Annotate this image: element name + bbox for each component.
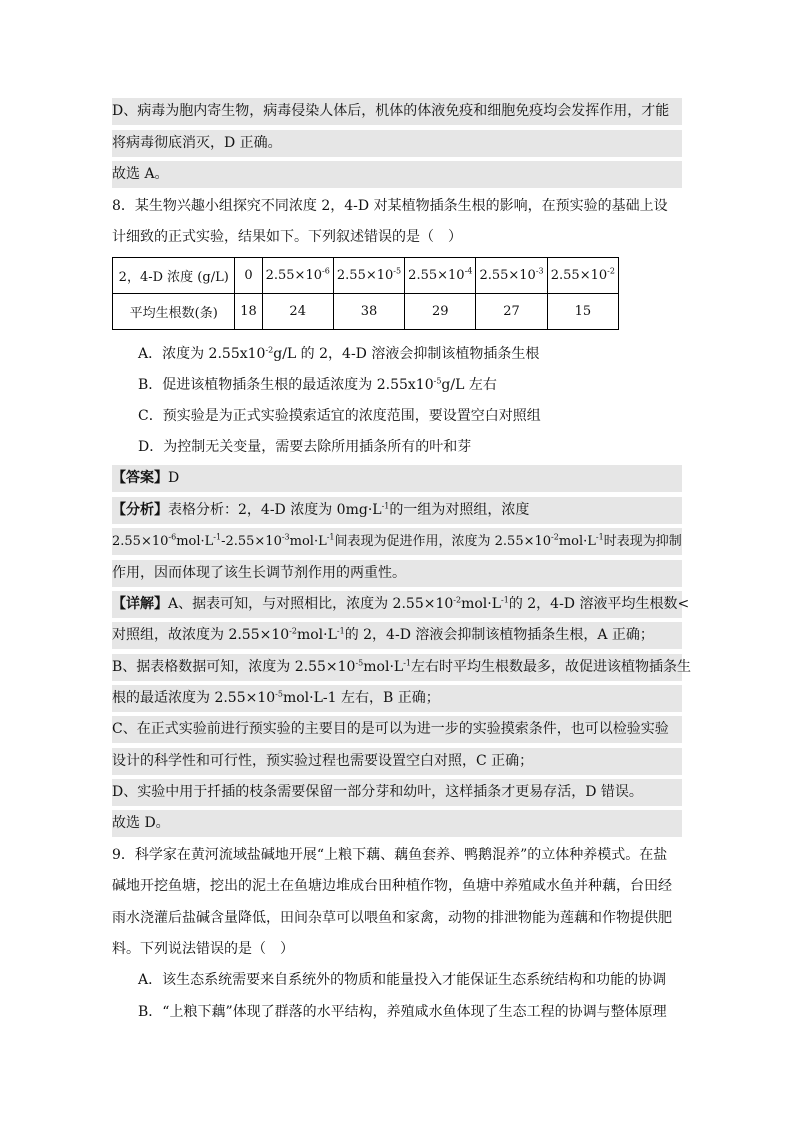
q8-choice: 故选 D。	[112, 810, 682, 837]
table-cell: 29	[405, 294, 476, 330]
table-cell: $2.55\times 10^{-5}$	[333, 258, 404, 294]
q8-detail-line-6: 设计的科学性和可行性，预实验过程也需要设置空白对照，C 正确；	[112, 748, 682, 775]
q8-detail-line-4: 根的最适浓度为 $2.55\times 10^{-5}mol\cdot L-1$ 左右，B 正确；	[112, 685, 682, 712]
q9-option-b: B．“上粮下藕”体现了群落的水平结构，养殖咸水鱼体现了生态工程的协调与整体原理	[138, 1004, 667, 1020]
q8-detail-line-3: B、据表格数据可知，浓度为 $2.55\times 10^{-5}mol\cdot L^{-1}$左右时平均生根数最多，故促进该植物插条生	[112, 654, 682, 681]
q8-detail-line-5: C、在正式实验前进行预实验的主要目的是可以为进一步的实验摸索条件，也可以检验实验	[112, 716, 682, 743]
prev-answer-choice: 故选 A。	[112, 161, 682, 188]
table-cell: 0	[235, 258, 262, 294]
table-cell: 18	[235, 294, 262, 330]
prev-answer-line-1: D、病毒为胞内寄生物，病毒侵染人体后，机体的体液免疫和细胞免疫均会发挥作用，才能	[112, 98, 682, 125]
q8-detail-line-1: 【详解】A、据表可知，与对照相比，浓度为 $2.55\times 10^{-2}mol\cdot L^{-1}$的 2，4-D 溶液平均生根数<	[112, 591, 682, 618]
table-cell: $2.55\times 10^{-6}$	[262, 258, 333, 294]
table-row	[113, 258, 619, 294]
table-cell: 27	[476, 294, 547, 330]
q8-answer: 【答案】D	[112, 465, 682, 492]
q8-analysis-line-1: 【分析】表格分析：2，4-D 浓度为 $0mg\cdot L^{-1}$的一组为对照组，浓度	[112, 497, 682, 524]
q8-analysis-line-2: $2.55\times 10^{-6}mol\cdot L^{-1}-2.55\times 10^{-3}mol\cdot L^{-1}$间表现为促进作用，浓度为 $2.55\times 10^{-2}mol\cdot L^{-1}$时表现为抑制	[112, 528, 682, 555]
q8-option-a: A．浓度为 $2.55x10^{-2}g/L$ 的 2，4-D 溶液会抑制该植物插条生根	[138, 345, 540, 362]
q8-stem-line-2: 计细致的正式实验，结果如下。下列叙述错误的是（ ）	[112, 229, 462, 245]
q9-stem-line-1: 9．科学家在黄河流域盐碱地开展“上粮下藕、藕鱼套养、鸭鹅混养”的立体种养模式。在盐	[112, 847, 668, 863]
q9-option-a: A．该生态系统需要来自系统外的物质和能量投入才能保证生态系统结构和功能的协调	[138, 972, 667, 988]
table-cell: 15	[547, 294, 618, 330]
table-row	[113, 294, 619, 330]
q8-option-d: D．为控制无关变量，需要去除所用插条所有的叶和芽	[138, 439, 472, 455]
q9-stem-line-2: 碱地开挖鱼塘，挖出的泥土在鱼塘边堆成台田种植作物，鱼塘中养殖咸水鱼并种藕，台田经	[112, 878, 672, 894]
q8-option-b: B．促进该植物插条生根的最适浓度为 $2.55x10^{-5}g/L$ 左右	[138, 376, 497, 393]
q9-stem-line-3: 雨水浇灌后盐碱含量降低，田间杂草可以喂鱼和家禽，动物的排泄物能为莲藕和作物提供肥	[112, 910, 672, 926]
q8-option-c: C．预实验是为正式实验摸索适宜的浓度范围，要设置空白对照组	[138, 408, 541, 424]
q8-data-table	[112, 257, 619, 330]
q8-analysis-line-3: 作用，因而体现了该生长调节剂作用的两重性。	[112, 560, 682, 587]
q8-detail-line-7: D、实验中用于扦插的枝条需要保留一部分芽和幼叶，这样插条才更易存活，D 错误。	[112, 779, 682, 806]
q9-stem-line-4: 料。下列说法错误的是（ ）	[112, 941, 294, 957]
table-cell: $2.55\times 10^{-2}$	[547, 258, 618, 294]
table-cell: $2.55\times 10^{-4}$	[405, 258, 476, 294]
prev-answer-line-2: 将病毒彻底消灭，D 正确。	[112, 130, 682, 157]
table-cell: 24	[262, 294, 333, 330]
table-cell: $2.55\times 10^{-3}$	[476, 258, 547, 294]
table-row-label: 平均生根数(条)	[113, 294, 235, 330]
answer-tag: 【答案】	[112, 470, 168, 486]
q8-stem-line-1: 8．某生物兴趣小组探究不同浓度 2，4-D 对某植物插条生根的影响，在预实验的基础上设	[112, 198, 668, 214]
table-row-label: 2，4-D 浓度 (g/L)	[113, 258, 235, 294]
q8-detail-line-2: 对照组，故浓度为 $2.55\times 10^{-2}mol\cdot L^{-1}$的 2，4-D 溶液会抑制该植物插条生根，A 正确；	[112, 622, 682, 649]
table-cell: 38	[333, 294, 404, 330]
